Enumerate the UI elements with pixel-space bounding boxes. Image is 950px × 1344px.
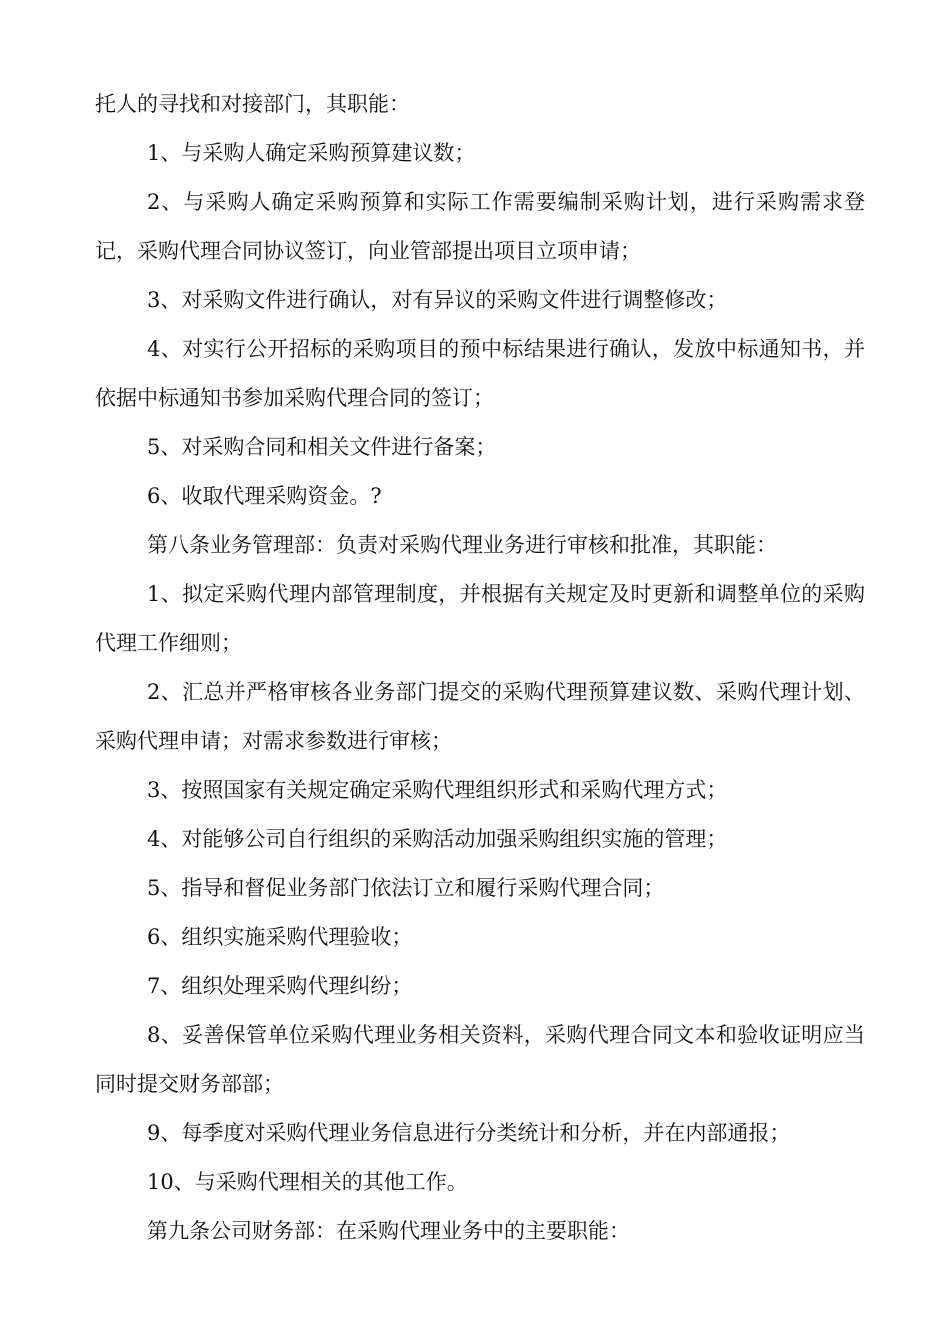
paragraph-item-2: 2、与采购人确定采购预算和实际工作需要编制采购计划，进行采购需求登记，采购代理合同协议签订，向业管部提出项目立项申请； <box>95 190 865 263</box>
article-8-item-10: 10、与采购代理相关的其他工作。 <box>147 1170 468 1194</box>
paragraph-item-5: 5、对采购合同和相关文件进行备案； <box>147 435 497 459</box>
article-8-item-1: 1、拟定采购代理内部管理制度，并根据有关规定及时更新和调整单位的采购代理工作细则； <box>95 582 865 655</box>
article-8-item-9: 9、每季度对采购代理业务信息进行分类统计和分析，并在内部通报； <box>147 1121 791 1145</box>
paragraph-item-1: 1、与采购人确定采购预算建议数； <box>147 141 476 165</box>
article-8-item-4: 4、对能够公司自行组织的采购活动加强采购组织实施的管理； <box>147 827 728 851</box>
article-9-heading: 第九条公司财务部：在采购代理业务中的主要职能： <box>147 1219 630 1243</box>
article-8-item-2: 2、汇总并严格审核各业务部门提交的采购代理预算建议数、采购代理计划、采购代理申请；对需求参数进行审核； <box>95 680 865 753</box>
paragraph-item-4: 4、对实行公开招标的采购项目的预中标结果进行确认，发放中标通知书，并依据中标通知书参加采购代理合同的签订； <box>95 337 865 410</box>
article-8-item-7: 7、组织处理采购代理纠纷； <box>147 974 413 998</box>
article-8-heading: 第八条业务管理部：负责对采购代理业务进行审核和批准，其职能： <box>147 533 777 557</box>
article-8-item-6: 6、组织实施采购代理验收； <box>147 925 413 949</box>
article-8-item-5: 5、指导和督促业务部门依法订立和履行采购代理合同； <box>147 876 665 900</box>
paragraph-continuation: 托人的寻找和对接部门，其职能： <box>95 92 410 116</box>
document-body <box>95 80 865 1256</box>
paragraph-item-6: 6、收取代理采购资金。? <box>147 484 382 508</box>
article-8-item-3: 3、按照国家有关规定确定采购代理组织形式和采购代理方式； <box>147 778 728 802</box>
paragraph-item-3: 3、对采购文件进行确认，对有异议的采购文件进行调整修改； <box>147 288 728 312</box>
article-8-item-8: 8、妥善保管单位采购代理业务相关资料，采购代理合同文本和验收证明应当同时提交财务部部； <box>95 1023 865 1096</box>
